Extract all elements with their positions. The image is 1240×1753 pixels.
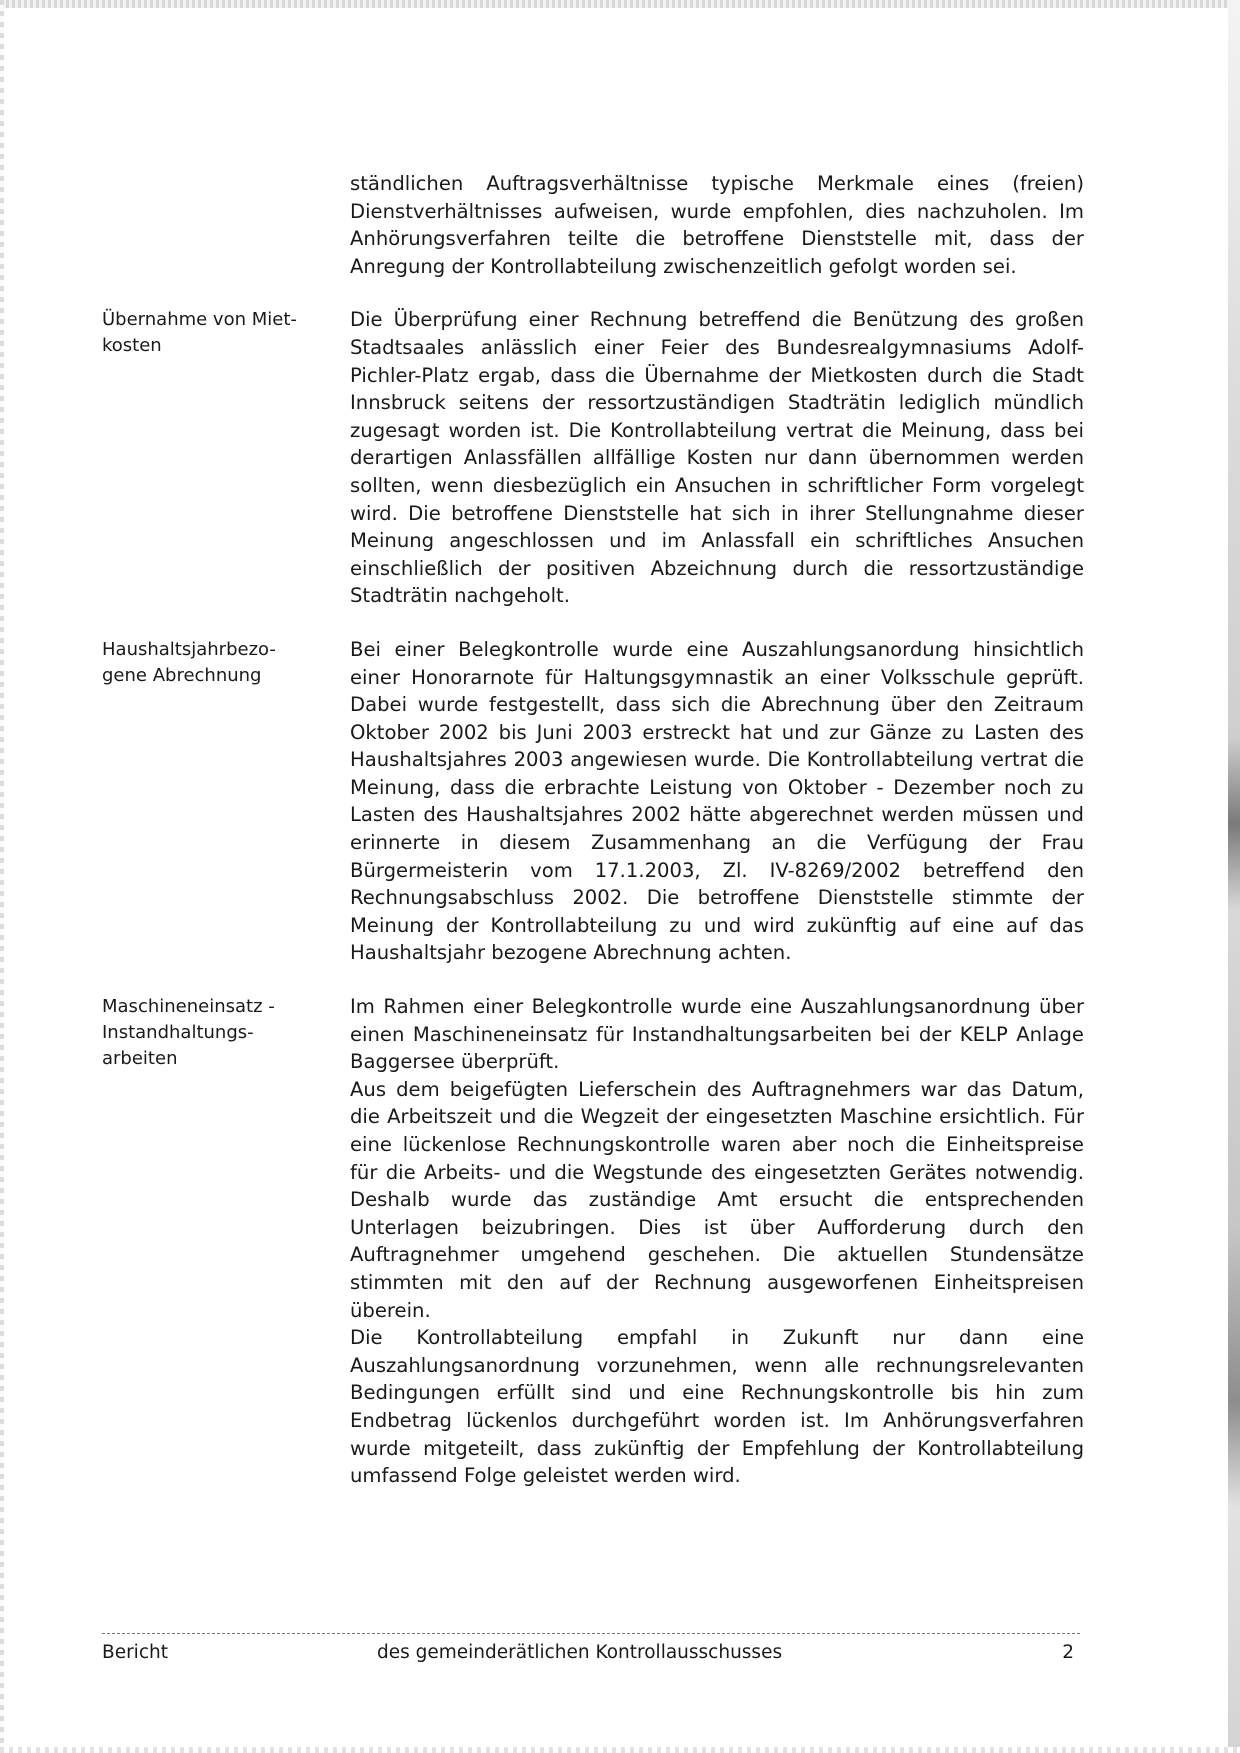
paragraph: Bei einer Belegkontrolle wurde eine Auszahlungsanordung hinsichtlich einer Honorarnote für Haltungsgymnastik an einer Volksschule geprüft. Dabei wurde festgestellt, dass sich die Abrechnung über den Zeitraum Oktober 2002 bis Juni 2003 erstreckt hat und zur Gänze zu Lasten des Haushaltsjahres 2003 angewiesen wurde. Die Kontrollabteilung vertrat die Meinung, dass die erbrachte Leistung von Oktober - Dezember noch zu Lasten des Haushaltsjahres 2002 hätte abgerechnet werden müssen und erinnerte in diesem Zusammenhang an die Verfügung der Frau Bürgermeisterin vom 17.1.2003, Zl. IV-8269/2002 betreffend den Rechnungsabschluss 2002. Die betroffene Dienststelle stimmte der Meinung der Kontrollabteilung zu und wird zukünftig auf eine auf das Haushaltsjahr bezogene Abrechnung achten. [350,637,1084,965]
margin-heading-line: gene Abrechnung [102,664,262,686]
paragraph: ständlichen Auftragsverhältnisse typische Merkmale eines (freien) Dienstverhältnisses aufweisen, wurde empfohlen, dies nachzuholen. Im Anhörungsverfahren teilte die betroffene Dienststelle mit, dass der Anregung der Kontrollabteilung zwischenzeitlich gefolgt worden sei. [350,172,1084,278]
margin-heading-line: Maschineneinsatz - [102,996,275,1018]
margin-heading-line: kosten [102,335,162,357]
report-content [102,170,1082,1516]
margin-heading [102,306,350,610]
footer-report-label: Bericht [102,1642,168,1663]
margin-heading-line: Übernahme von Miet- [102,309,297,331]
paragraph: Die Überprüfung einer Rechnung betreffend die Benützung des großen Stadtsaales anlässlich einer Feier des Bundesrealgymnasiums Adolf-Pichler-Platz ergab, dass die Übernahme der Mietkosten durch die Stadt Innsbruck seitens der ressortzuständigen Stadträtin lediglich mündlich zugesagt worden ist. Die Kontrollabteilung vertrat die Meinung, dass bei derartigen Anlassfällen allfällige Kosten nur dann übernommen werden sollten, wenn diesbezüglich ein Ansuchen in schriftlicher Form vorgelegt wird. Die betroffene Dienststelle hat sich in ihrer Stellungnahme dieser Meinung angeschlossen und im Anlassfall ein schriftliches Ansuchen einschließlich der positiven Abzeichnung durch die ressortzuständige Stadträtin nachgeholt. [350,308,1084,608]
footer-committee-label: des gemeinderätlichen Kontrollausschusses [377,1642,783,1663]
paragraph: Die Kontrollabteilung empfahl in Zukunft nur dann eine Auszahlungsanordnung vorzunehmen, wenn alle rechnungsrelevanten Bedingungen erfüllt sind und eine Rechnungskontrolle bis hin zum Endbetrag lückenlos durchgeführt worden ist. Im Anhörungsverfahren wurde mitgeteilt, dass zukünftig der Empfehlung der Kontrollabteilung umfassend Folge geleistet werden wird. [350,1326,1084,1488]
section-body [350,993,1084,1490]
section-body [350,170,1084,280]
page-number: 2 [1062,1642,1074,1663]
margin-heading [102,170,350,280]
scan-edge-left [0,0,4,1753]
section-maschineneinsatz [102,993,1082,1490]
paragraph: Im Rahmen einer Belegkontrolle wurde eine Auszahlungsanordnung über einen Maschineneinsatz für Instandhaltungsarbeiten bei der KELP Anlage Baggersee überprüft. [350,995,1084,1074]
footer-row [102,1642,1080,1672]
section-body [350,636,1084,967]
paragraph: Aus dem beigefügten Lieferschein des Auftragnehmers war das Datum, die Arbeitszeit und die Wegzeit der eingesetzten Maschine ersichtlich. Für eine lückenlose Rechnungskontrolle waren aber noch die Einheitspreise für die Arbeits- und die Wegstunde des eingesetzten Gerätes notwendig. Deshalb wurde das zuständige Amt ersucht die entsprechenden Unterlagen beizubringen. Dies ist über Aufforderung durch den Auftragnehmer umgehend geschehen. Die aktuellen Stundensätze stimmten mit den auf der Rechnung ausgeworfenen Einheitspreisen überein. [350,1077,1084,1322]
margin-heading-line: arbeiten [102,1048,178,1070]
page-footer [102,1633,1080,1672]
margin-heading-line: Instandhaltungs- [102,1022,254,1044]
margin-heading-line: Haushaltsjahrbezo- [102,638,276,660]
scan-edge-bottom [0,1747,1240,1753]
section-body [350,306,1084,610]
scan-edge-right [1228,0,1240,1753]
margin-heading [102,993,350,1490]
section-mietkosten [102,306,1082,610]
footer-divider [102,1633,1080,1634]
section-haushaltsjahr [102,636,1082,967]
section-continuation [102,170,1082,280]
margin-heading [102,636,350,967]
scan-edge-top [0,0,1240,8]
